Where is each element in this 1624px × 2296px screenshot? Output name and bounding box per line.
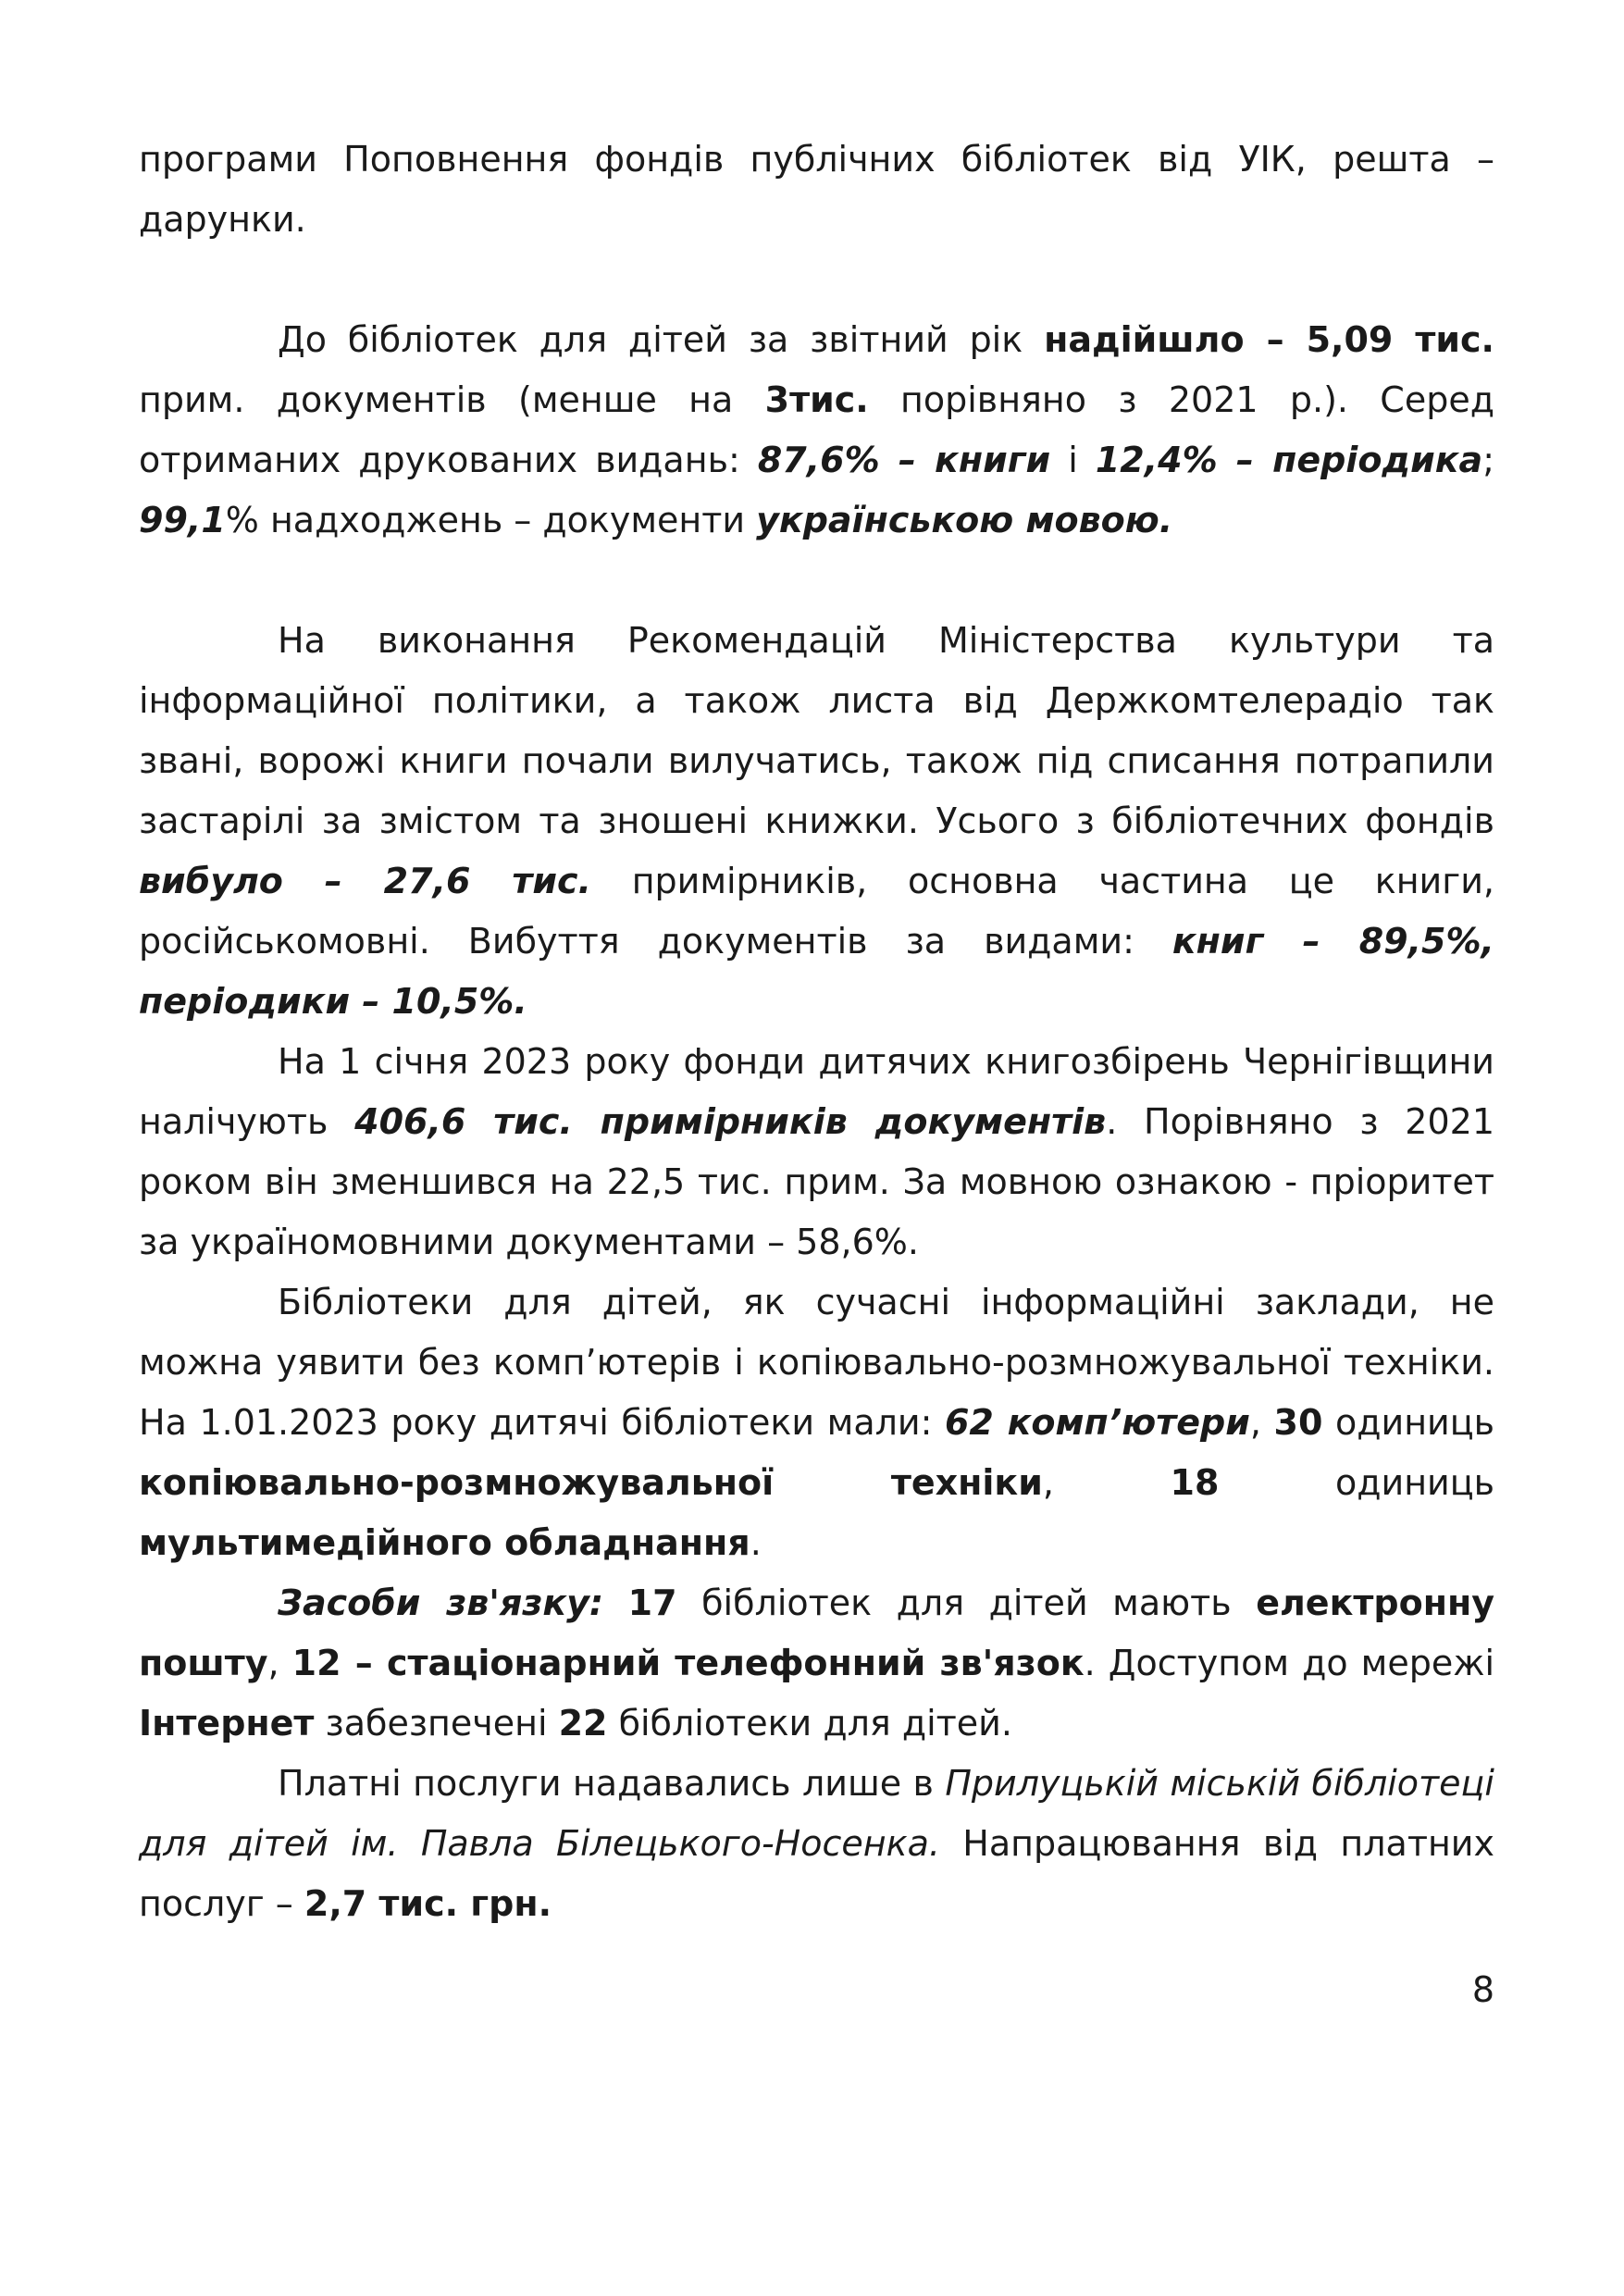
page-number: 8 (1471, 1969, 1494, 2010)
bold-text: електронну пошту (139, 1582, 1494, 1683)
text: одиниць (1322, 1402, 1494, 1443)
paragraph-3 (139, 611, 1494, 1032)
text: забезпечені (314, 1703, 559, 1744)
bold-text: 22 (558, 1703, 608, 1744)
bold-italic-text: 406,6 тис. примірників документів (354, 1101, 1107, 1142)
document-page (139, 130, 1494, 1934)
text: . Порівняно з 2021 роком він зменшився на 22,5 тис. прим. За мовною ознакою - пріоритет за україномовними документами – 58,6%. (139, 1101, 1495, 1262)
bold-text: 2,7 тис. грн. (304, 1883, 552, 1924)
bold-text: 12 – стаціонарний телефонний зв'язок (291, 1643, 1085, 1683)
text: , (1042, 1462, 1171, 1503)
text: програми Поповнення фондів публічних бібліотек від УІК, решта – дарунки. (139, 139, 1494, 240)
text: . Доступом до мережі (1084, 1643, 1494, 1683)
text: прим. документів (менше на (139, 379, 765, 420)
bold-italic-text: 87,6% – книги (757, 440, 1051, 480)
text: На виконання Рекомендацій Міністерства культури та інформаційної політики, а також листа від Держкомтелерадіо так звані, ворожі книги почали вилучатись, також під списання потрапили застарілі за змістом та зношені книжки. Усього з бібліотечних фондів (139, 620, 1494, 841)
bold-text: 17 (627, 1582, 677, 1623)
paragraph-1 (139, 130, 1494, 250)
paragraph-spacer (139, 250, 1494, 310)
text: , (1249, 1402, 1274, 1443)
bold-italic-text: Засоби зв'язку: (278, 1582, 604, 1623)
text: До бібліотек для дітей за звітний рік (278, 319, 1045, 360)
paragraph-4 (139, 1032, 1494, 1272)
text: . (750, 1522, 762, 1563)
text: і (1050, 440, 1096, 480)
text: % надходжень – документи (225, 500, 757, 540)
bold-italic-text: українською мовою. (756, 500, 1173, 540)
bold-italic-text: вибуло – 27,6 тис. (139, 861, 591, 901)
bold-italic-text: 12,4% – періодика (1095, 440, 1483, 480)
bold-text: мультимедійного обладнання (139, 1522, 750, 1563)
text: одиниць (1219, 1462, 1494, 1503)
text: Напрацювання від платних послуг – (139, 1823, 1494, 1924)
text: бібліотеки для дітей. (607, 1703, 1012, 1744)
text: примірників, основна частина це книги, російськомовні. Вибуття документів за видами: (139, 861, 1494, 962)
paragraph-5 (139, 1272, 1494, 1573)
text (603, 1582, 628, 1623)
paragraph-7 (139, 1754, 1494, 1934)
bold-italic-text: книг – 89,5%, періодики – 10,5%. (139, 921, 1494, 1022)
bold-italic-text: 99,1 (139, 500, 226, 540)
bold-text: 3тис. (764, 379, 869, 420)
text: , (267, 1643, 292, 1683)
bold-text: копіювально-розмножувальної техніки (139, 1462, 1043, 1503)
text: бібліотек для дітей мають (676, 1582, 1257, 1623)
text: Платні послуги надавались лише в (278, 1763, 946, 1804)
bold-text: 30 (1273, 1402, 1323, 1443)
bold-text: 18 (1170, 1462, 1220, 1503)
bold-text: Інтернет (139, 1703, 315, 1744)
bold-italic-text: 62 комп’ютери (944, 1402, 1250, 1443)
text: ; (1482, 440, 1494, 480)
paragraph-6 (139, 1573, 1494, 1754)
text: На 1 січня 2023 року фонди дитячих книгозбірень Чернігівщини налічують (139, 1041, 1494, 1142)
text: порівняно з 2021 р.). Серед отриманих друкованих видань: (139, 379, 1494, 480)
paragraph-2 (139, 310, 1494, 551)
italic-text: Прилуцькій міській бібліотеці для дітей ім. Павла Білецького-Носенка. (139, 1763, 1494, 1864)
bold-text: надійшло – 5,09 тис. (1044, 319, 1494, 360)
text: Бібліотеки для дітей, як сучасні інформаційні заклади, не можна уявити без комп’ютерів і копіювально-розмножувальної техніки. На 1.01.2023 року дитячі бібліотеки мали: (139, 1282, 1494, 1443)
paragraph-spacer (139, 551, 1494, 611)
